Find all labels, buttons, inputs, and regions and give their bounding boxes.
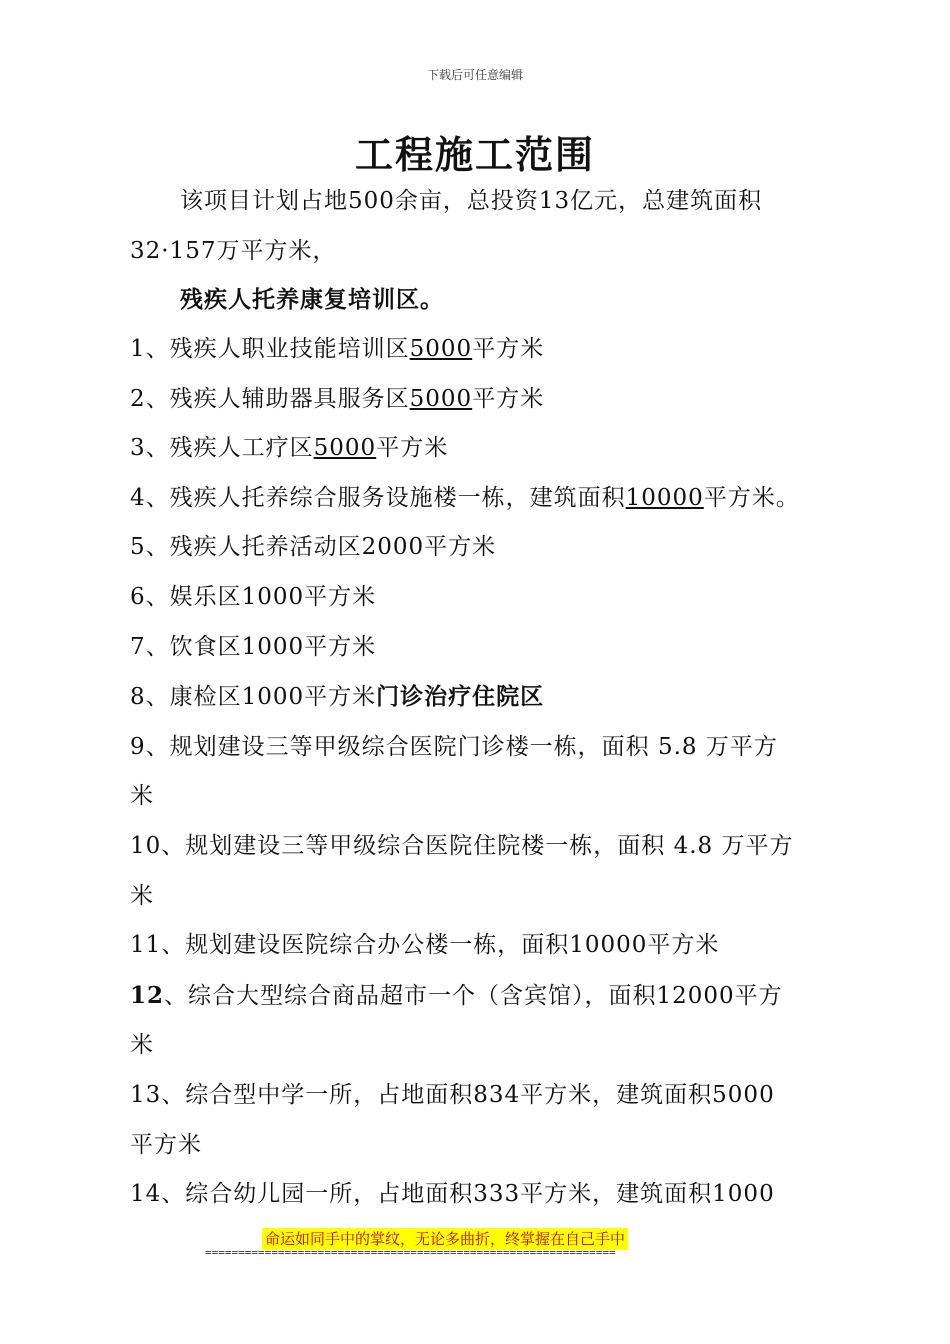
list-item: 5、残疾人托养活动区2000平方米 xyxy=(130,534,497,561)
intro-line-2: 32·157万平方米， xyxy=(130,238,337,264)
list-item: 米 xyxy=(130,882,154,909)
list-item: 12、综合大型综合商品超市一个（含宾馆），面积12000平方 xyxy=(130,981,783,1009)
list-item: 2、残疾人辅助器具服务区5000平方米 xyxy=(130,385,545,412)
list-item: 3、残疾人工疗区5000平方米 xyxy=(130,435,449,462)
list-item: 7、饮食区1000平方米 xyxy=(130,633,377,660)
list-item: 米 xyxy=(130,1032,154,1059)
list-item: 11、规划建设医院综合办公楼一栋，面积10000平方米 xyxy=(130,932,720,959)
list-item: 14、综合幼儿园一所，占地面积333平方米，建筑面积1000 xyxy=(130,1181,775,1208)
item-list xyxy=(130,325,830,1220)
document-title: 工程施工范围 xyxy=(354,132,595,177)
list-item: 米 xyxy=(130,783,154,810)
footer-motto: 命运如同手中的掌纹，无论多曲折，终掌握在自己手中 xyxy=(262,1228,628,1250)
list-item: 1、残疾人职业技能培训区5000平方米 xyxy=(130,336,545,362)
intro-line-1: 该项目计划占地500余亩，总投资13亿元，总建筑面积 xyxy=(180,188,763,214)
list-item: 13、综合型中学一所，占地面积834平方米，建筑面积5000 xyxy=(130,1081,775,1108)
page-header: 下载后可任意编辑 xyxy=(426,68,523,82)
subsection-title: 门诊治疗住院区 xyxy=(376,683,545,711)
list-item: 平方米 xyxy=(130,1131,202,1158)
list-item: 10、规划建设三等甲级综合医院住院楼一栋，面积 4.8 万平方 xyxy=(130,832,794,859)
list-item: 6、娱乐区1000平方米 xyxy=(130,583,377,610)
list-item: 4、残疾人托养综合服务设施楼一栋，建筑面积10000平方米。 xyxy=(130,484,800,511)
section-title: 残疾人托养康复培训区。 xyxy=(180,286,444,313)
list-item: 8、康检区1000平方米门诊治疗住院区 xyxy=(130,683,545,711)
list-item: 9、规划建设三等甲级综合医院门诊楼一栋，面积 5.8 万平方 xyxy=(130,733,778,760)
footer-divider: ============================================================== xyxy=(205,1246,616,1259)
